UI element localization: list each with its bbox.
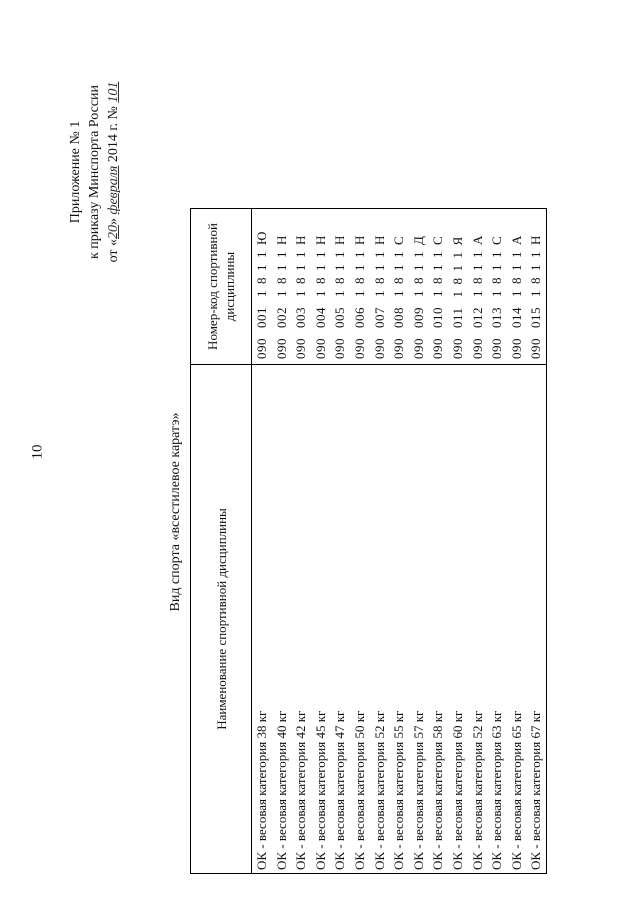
table-row [370,209,390,874]
code-part: 090 [293,338,309,359]
code-part: 002 [273,307,289,328]
table-row [409,209,429,874]
annex-line2: к приказу Минспорта России [87,85,102,259]
code-part: 1 [430,251,446,258]
code-part: 090 [489,338,505,359]
code-part: 009 [410,307,426,328]
code-part: 015 [528,307,544,328]
code-part: Н [332,235,348,245]
code-part: 8 [430,277,446,284]
discipline-name: ОК - весовая категория 55 кг [389,365,409,874]
code-part: 1 [371,251,387,258]
code-part: 090 [254,338,269,359]
code-part: 1 [332,290,348,297]
code-part: 1 [312,251,328,258]
code-part: 8 [273,277,289,284]
code-part: 004 [312,307,328,328]
code-part: 090 [410,338,426,359]
code-part: 8 [312,277,328,284]
code-part: Д [410,235,426,245]
code-part: 8 [508,277,524,284]
code-part: 090 [508,338,524,359]
code-part: 003 [293,307,309,328]
discipline-code [487,209,507,365]
code-part: 1 [508,264,524,271]
code-part: 8 [293,277,309,284]
date-prefix: от « [106,238,121,263]
annex-line3 [104,22,123,322]
code-part: Н [351,235,367,245]
discipline-name: ОК - весовая категория 38 кг [252,365,272,874]
code-part: 1 [351,290,367,297]
code-part: Ю [254,231,269,245]
code-part: 1 [293,251,309,258]
annex-block [66,22,123,322]
code-part: 001 [254,307,269,328]
header-name: Наименование спортивной дисциплины [191,365,252,874]
code-part: 1 [528,264,544,271]
table-row [252,209,272,874]
table-row [448,209,468,874]
discipline-name: ОК - весовая категория 65 кг [507,365,527,874]
code-part: 090 [391,338,407,359]
code-part: С [489,235,505,245]
discipline-name: ОК - весовая категория 57 кг [409,365,429,874]
discipline-code [252,209,272,365]
date-year: 2014 г. № [106,106,121,163]
table-row [389,209,409,874]
table-row [507,209,527,874]
code-part: 8 [332,277,348,284]
code-part: 1 [293,290,309,297]
table-row [487,209,507,874]
disciplines-table [190,208,547,874]
code-part: Н [371,235,387,245]
discipline-name: ОК - весовая категория 50 кг [350,365,370,874]
code-part: 1 [528,251,544,258]
code-part: 011 [449,307,465,328]
code-part: 1 [254,251,269,258]
handwritten-month: февраля [106,165,121,215]
table-row [428,209,448,874]
sport-title: Вид спорта «всестилевое каратэ» [168,412,183,612]
code-part: 1 [391,290,407,297]
code-part: 8 [528,277,544,284]
code-part: 1 [489,290,505,297]
code-part: 1 [273,290,289,297]
discipline-code [389,209,409,365]
code-part: С [391,235,407,245]
code-part: 8 [449,277,465,285]
discipline-name: ОК - весовая категория 67 кг [526,365,546,874]
code-part: Н [528,235,544,245]
discipline-code [272,209,292,365]
table-row [526,209,546,874]
code-part: 1 [508,251,524,258]
annex-line1: Приложение № 1 [68,120,83,224]
code-part: 1 [332,251,348,258]
code-part: 090 [312,338,328,359]
code-part: 1 [254,264,269,271]
code-part: 1 [410,251,426,258]
code-part: Н [293,235,309,245]
code-part: 012 [469,307,485,328]
discipline-name: ОК - весовая категория 63 кг [487,365,507,874]
code-part: С [430,235,446,245]
code-part: 1 [293,264,309,271]
discipline-name: ОК - весовая категория 60 кг [448,365,468,874]
handwritten-number: 101 [106,81,121,103]
code-part: 1 [469,251,485,258]
handwritten-day: 20 [106,224,121,239]
code-part: 1 [410,264,426,271]
code-part: 090 [371,338,387,359]
code-part: 014 [508,307,524,328]
discipline-code [370,209,390,365]
discipline-code [468,209,488,365]
code-part: 8 [410,277,426,284]
code-part: 1 [430,264,446,271]
code-part: 8 [254,277,269,284]
code-part: 090 [528,338,544,359]
code-part: 1 [312,290,328,297]
discipline-code [428,209,448,365]
page-number: 10 [29,444,46,460]
table-row [272,209,292,874]
code-part: 1 [371,264,387,271]
code-part: 1 [254,290,269,297]
code-part: 090 [273,338,289,359]
discipline-code [507,209,527,365]
code-part: 1 [351,251,367,258]
code-part: 1 [410,290,426,297]
code-part: 1 [489,251,505,258]
table-row [311,209,331,874]
code-part: 1 [449,251,465,259]
discipline-name: ОК - весовая категория 47 кг [330,365,350,874]
code-part: 090 [332,338,348,359]
header-code: Номер-код спортивной дисциплины [191,209,252,365]
discipline-code [311,209,331,365]
code-part: 8 [469,277,485,284]
code-part: 1 [489,264,505,271]
date-quote: » [106,217,121,225]
code-part: 1 [508,290,524,297]
code-part: 8 [371,277,387,284]
discipline-name: ОК - весовая категория 52 кг [468,365,488,874]
code-part: 1 [273,251,289,258]
discipline-name: ОК - весовая категория 45 кг [311,365,331,874]
discipline-code [409,209,429,365]
code-part: Н [273,235,289,245]
code-part: 1 [351,264,367,271]
code-part: 006 [351,307,367,328]
code-part: 1 [391,264,407,271]
discipline-name: ОК - весовая категория 52 кг [370,365,390,874]
document-sheet [40,12,640,892]
code-part: 090 [469,338,485,359]
code-part: 007 [371,307,387,328]
code-part: 1 [449,264,465,272]
code-part: 1 [469,264,485,271]
code-part: 8 [391,277,407,284]
code-part: 8 [351,277,367,284]
code-part: 8 [489,277,505,284]
code-part: Я [449,236,465,246]
discipline-name: ОК - весовая категория 42 кг [291,365,311,874]
discipline-code [291,209,311,365]
code-part: 1 [449,290,465,298]
discipline-code [526,209,546,365]
code-part: Н [312,235,328,245]
code-part: 010 [430,307,446,328]
code-part: 1 [528,290,544,297]
code-part: 1 [371,290,387,297]
code-part: А [508,235,524,245]
code-part: 090 [351,338,367,359]
code-part: 1 [430,290,446,297]
code-part: 1 [332,264,348,271]
code-part: А [469,235,485,245]
discipline-code [330,209,350,365]
table-row [468,209,488,874]
code-part: 1 [469,290,485,297]
discipline-code [448,209,468,365]
code-part: 008 [391,307,407,328]
table-row [291,209,311,874]
discipline-name: ОК - весовая категория 58 кг [428,365,448,874]
code-part: 090 [430,338,446,359]
code-part: 090 [449,338,465,359]
code-part: 1 [273,264,289,271]
discipline-name: ОК - весовая категория 40 кг [272,365,292,874]
discipline-code [350,209,370,365]
code-part: 1 [312,264,328,271]
code-part: 005 [332,307,348,328]
table-row [330,209,350,874]
code-part: 013 [489,307,505,328]
table-row [350,209,370,874]
code-part: 1 [391,251,407,258]
